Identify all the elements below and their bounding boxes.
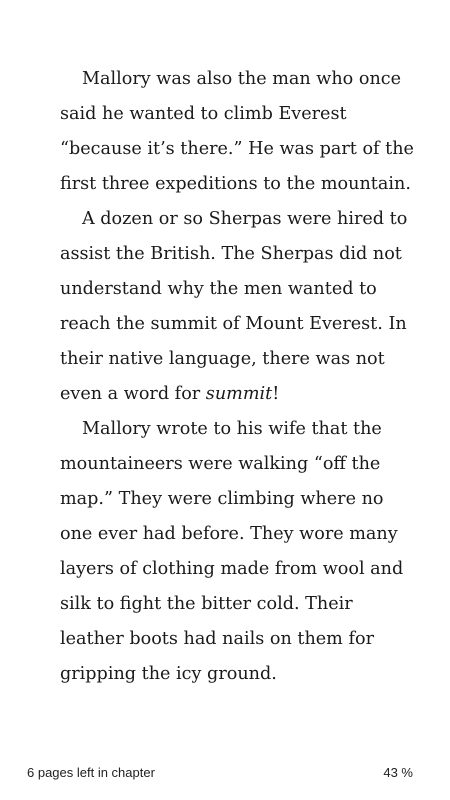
pages-left-in-chapter: 6 pages left in chapter [27,765,155,780]
text-line: leather boots had nails on them for [60,629,374,649]
paragraph-2 [60,202,408,412]
text-line: reach the summit of Mount Everest. In [60,314,407,334]
italic-word: summit [205,384,273,404]
text-segment: even a word for [60,384,206,404]
text-line: Mallory wrote to his wife that the [82,419,382,439]
text-line: Mallory was also the man who once [82,69,402,89]
text-line: one ever had before. They wore many [60,524,398,544]
text-line: map.” They were climbing where no [60,489,384,509]
text-line: gripping the icy ground. [60,664,277,684]
text-line: A dozen or so Sherpas were hired to [82,209,408,229]
text-line: assist the British. The Sherpas did not [60,244,402,264]
paragraph-1 [60,62,414,202]
text-line [60,377,398,412]
text-line: first three expeditions to the mountain. [60,174,411,194]
reading-progress-percent: 43 % [383,765,413,780]
text-line: “because it’s there.” He was part of the [60,139,414,159]
text-line: layers of clothing made from wool and [60,559,404,579]
paragraph-3 [60,412,404,692]
text-line: silk to fight the bitter cold. Their [60,594,353,614]
text-line: said he wanted to climb Everest [60,104,347,124]
text-line: understand why the men wanted to [60,279,377,299]
reading-footer [0,762,450,786]
text-line: mountaineers were walking “off the [60,454,381,474]
text-segment: ! [272,384,280,404]
page-text [60,62,414,692]
text-line: their native language, there was not [60,349,385,369]
